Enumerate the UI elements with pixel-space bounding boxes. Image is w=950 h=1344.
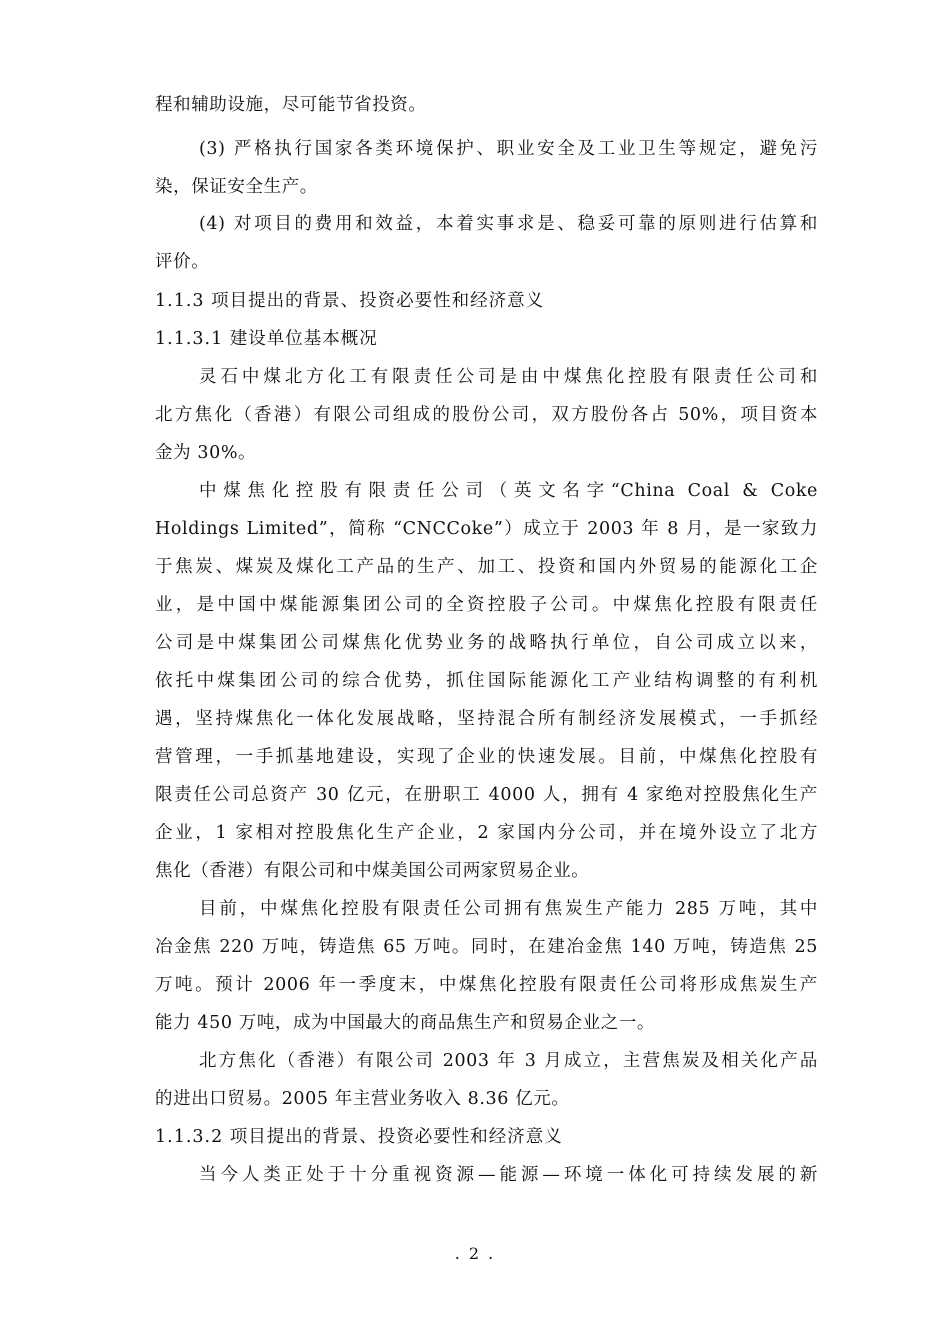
- text-line: Holdings Limited”，简称 “CNCCoke”）成立于 2003 年 8 月，是一家致力: [155, 519, 818, 539]
- text-line: 中煤焦化控股有限责任公司（英文名字“China Coal & Coke: [199, 481, 818, 501]
- text-line: 能力 450 万吨，成为中国最大的商品焦生产和贸易企业之一。: [155, 1013, 656, 1033]
- text-line: 遇，坚持煤焦化一体化发展战略，坚持混合所有制经济发展模式，一手抓经: [155, 709, 818, 729]
- text-line: 目前，中煤焦化控股有限责任公司拥有焦炭生产能力 285 万吨，其中: [199, 899, 818, 919]
- text-line: 当今人类正处于十分重视资源—能源—环境一体化可持续发展的新: [199, 1165, 818, 1185]
- text-line: 程和辅助设施，尽可能节省投资。: [155, 95, 427, 115]
- text-line: (4) 对项目的费用和效益，本着实事求是、稳妥可靠的原则进行估算和: [199, 214, 818, 234]
- text-line: 营管理，一手抓基地建设，实现了企业的快速发展。目前，中煤焦化控股有: [155, 747, 818, 767]
- subsection-heading: 1.1.3.1 建设单位基本概况: [155, 329, 378, 349]
- text-line: (3) 严格执行国家各类环境保护、职业安全及工业卫生等规定，避免污: [199, 139, 818, 159]
- text-line: 的进出口贸易。2005 年主营业务收入 8.36 亿元。: [155, 1089, 570, 1109]
- text-line: 企业，1 家相对控股焦化生产企业，2 家国内分公司，并在境外设立了北方: [155, 823, 818, 843]
- text-line: 冶金焦 220 万吨，铸造焦 65 万吨。同时，在建冶金焦 140 万吨，铸造焦 25: [155, 937, 818, 957]
- text-line: 评价。: [155, 252, 210, 272]
- text-line: 依托中煤集团公司的综合优势，抓住国际能源化工产业结构调整的有利机: [155, 671, 818, 691]
- text-line: 万吨。预计 2006 年一季度末，中煤焦化控股有限责任公司将形成焦炭生产: [155, 975, 818, 995]
- text-line: 业，是中国中煤能源集团公司的全资控股子公司。中煤焦化控股有限责任: [155, 595, 818, 615]
- text-line: 公司是中煤集团公司煤焦化优势业务的战略执行单位，自公司成立以来，: [155, 633, 818, 653]
- subsection-heading: 1.1.3.2 项目提出的背景、投资必要性和经济意义: [155, 1127, 563, 1147]
- text-line: 北方焦化（香港）有限公司 2003 年 3 月成立，主营焦炭及相关化产品: [199, 1051, 818, 1071]
- page-number: . 2 .: [454, 1244, 496, 1263]
- text-line: 限责任公司总资产 30 亿元，在册职工 4000 人，拥有 4 家绝对控股焦化生产: [155, 785, 818, 805]
- text-line: 于焦炭、煤炭及煤化工产品的生产、加工、投资和国内外贸易的能源化工企: [155, 557, 818, 577]
- text-line: 染，保证安全生产。: [155, 177, 318, 197]
- text-line: 焦化（香港）有限公司和中煤美国公司两家贸易企业。: [155, 861, 590, 881]
- text-line: 北方焦化（香港）有限公司组成的股份公司，双方股份各占 50%，项目资本: [155, 405, 818, 425]
- text-line: 灵石中煤北方化工有限责任公司是由中煤焦化控股有限责任公司和: [199, 367, 818, 387]
- text-line: 金为 30%。: [155, 443, 257, 463]
- section-heading: 1.1.3 项目提出的背景、投资必要性和经济意义: [155, 291, 545, 311]
